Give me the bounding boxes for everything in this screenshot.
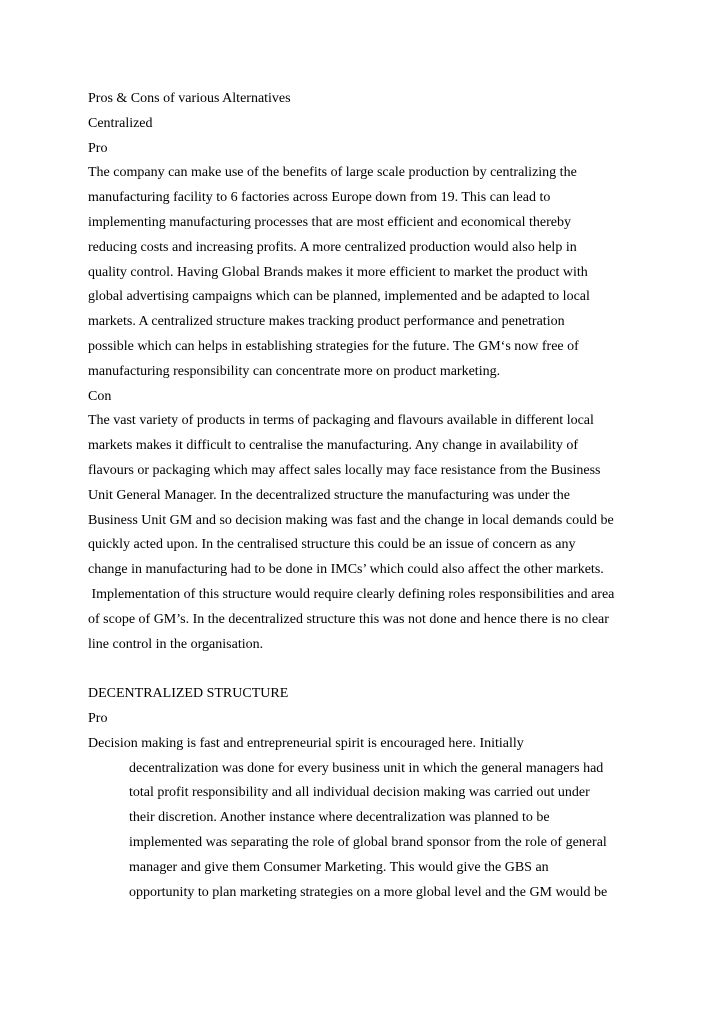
centralized-pro-label: Pro	[88, 140, 108, 156]
document-body	[88, 87, 648, 905]
paragraph-line: manufacturing responsibility can concentrate more on product marketing.	[88, 363, 501, 379]
paragraph-line: Decision making is fast and entrepreneurial spirit is encouraged here. Initially	[88, 735, 524, 751]
paragraph-line: Unit General Manager. In the decentralized structure the manufacturing was under the	[88, 487, 571, 503]
centralized-title: Centralized	[88, 115, 153, 131]
paragraph-line: Business Unit GM and so decision making was fast and the change in local demands could be	[88, 512, 614, 528]
paragraph-line: of scope of GM’s. In the decentralized structure this was not done and hence there is no clear	[88, 611, 609, 627]
centralized-con-paragraph	[88, 409, 648, 657]
paragraph-line: decentralization was done for every business unit in which the general managers had	[129, 760, 604, 776]
paragraph-line: Implementation of this structure would require clearly defining roles responsibilities and area	[88, 586, 615, 602]
paragraph-line: opportunity to plan marketing strategies on a more global level and the GM would be	[129, 884, 608, 900]
paragraph-line: quickly acted upon. In the centralised structure this could be an issue of concern as any	[88, 537, 576, 553]
decentralized-title: DECENTRALIZED STRUCTURE	[88, 686, 289, 702]
paragraph-line: manufacturing facility to 6 factories across Europe down from 19. This can lead to	[88, 190, 551, 206]
paragraph-line: global advertising campaigns which can be planned, implemented and be adapted to local	[88, 289, 590, 305]
centralized-con-label: Con	[88, 388, 112, 404]
paragraph-line: line control in the organisation.	[88, 636, 264, 652]
paragraph-line: The vast variety of products in terms of packaging and flavours available in different local	[88, 413, 594, 429]
paragraph-line: flavours or packaging which may affect sales locally may face resistance from the Business	[88, 462, 601, 478]
document-heading: Pros & Cons of various Alternatives	[88, 91, 291, 106]
centralized-pro-paragraph	[88, 161, 648, 384]
paragraph-line: markets. A centralized structure makes tracking product performance and penetration	[88, 314, 565, 330]
paragraph-line: quality control. Having Global Brands makes it more efficient to market the product with	[88, 264, 588, 280]
decentralized-pro-paragraph	[88, 732, 648, 906]
paragraph-line: implementing manufacturing processes that are most efficient and economical thereby	[88, 214, 571, 230]
paragraph-line: implemented was separating the role of global brand sponsor from the role of general	[129, 834, 607, 850]
paragraph-line: possible which can helps in establishing strategies for the future. The GM‘s now free of	[88, 338, 579, 354]
paragraph-line: The company can make use of the benefits of large scale production by centralizing the	[88, 165, 577, 181]
paragraph-line: total profit responsibility and all individual decision making was carried out under	[129, 785, 590, 801]
paragraph-line: manager and give them Consumer Marketing. This would give the GBS an	[129, 859, 549, 875]
paragraph-line: reducing costs and increasing profits. A more centralized production would also help in	[88, 239, 577, 255]
decentralized-pro-label: Pro	[88, 710, 108, 726]
paragraph-line: markets makes it difficult to centralise the manufacturing. Any change in availability of	[88, 438, 578, 454]
paragraph-spacer	[88, 657, 648, 682]
paragraph-line: change in manufacturing had to be done in IMCs’ which could also affect the other markets.	[88, 562, 604, 578]
paragraph-line: their discretion. Another instance where decentralization was planned to be	[129, 810, 550, 826]
